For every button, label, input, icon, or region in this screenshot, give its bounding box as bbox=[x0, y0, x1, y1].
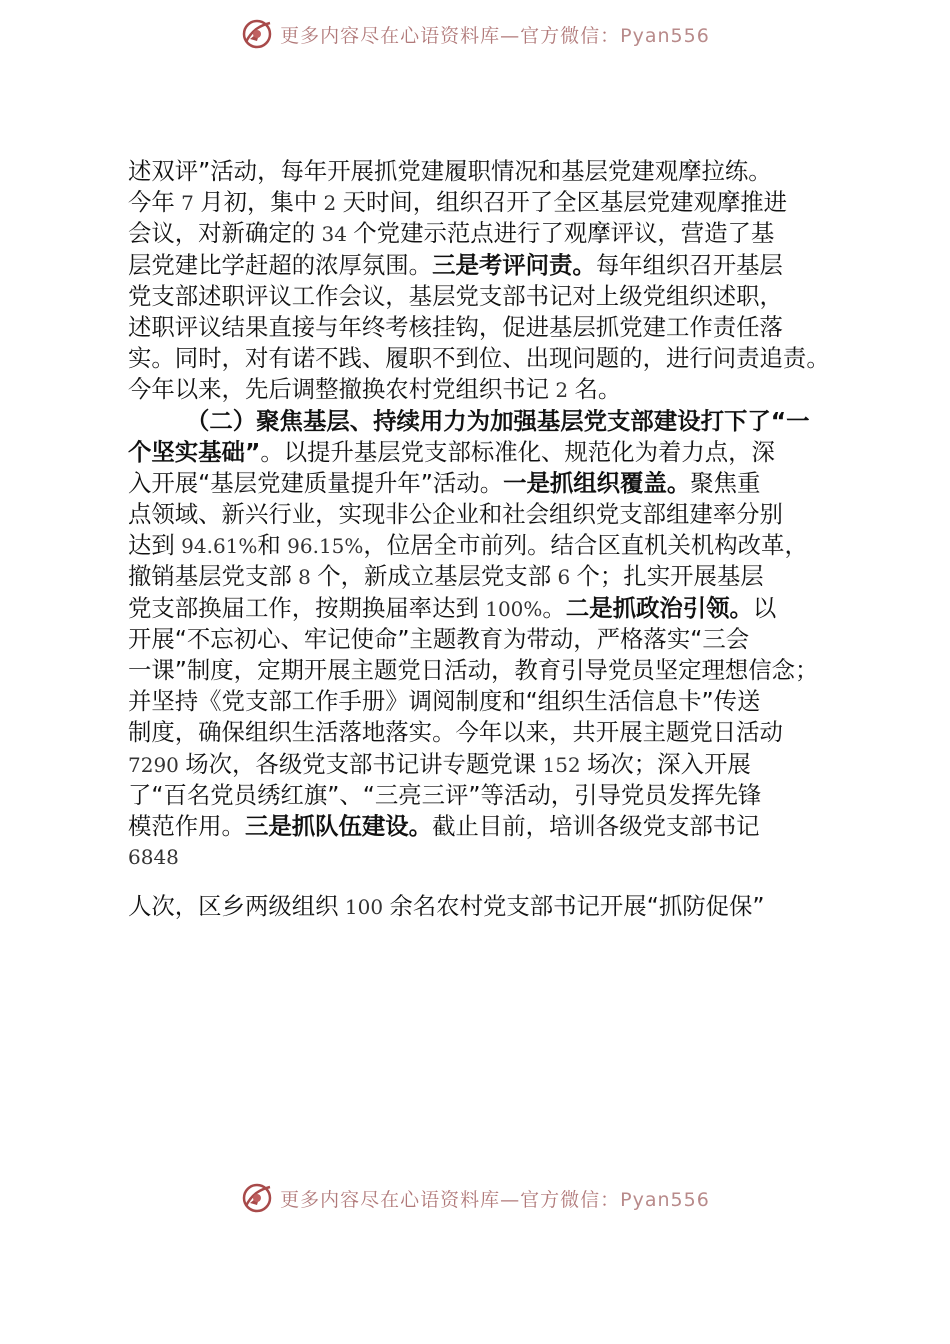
text-run: 余名农村党支部书记开展“抓防促保” bbox=[389, 892, 765, 921]
document-body bbox=[128, 156, 858, 923]
text-run: 模范作用。 bbox=[128, 811, 245, 840]
banner-wechat-id: Pyan556 bbox=[620, 24, 710, 47]
number-run: 94.61% bbox=[174, 534, 258, 559]
text-run: 。以提升基层党支部标准化、规范化为着力点，深 bbox=[260, 437, 775, 466]
brand-logo-icon bbox=[240, 17, 274, 51]
text-run: 今年以来，先后调整撤换农村党组织书记 bbox=[128, 375, 550, 404]
text-line bbox=[128, 655, 858, 686]
text-line bbox=[128, 686, 858, 717]
text-run: 点领域、新兴行业，实现非公企业和社会组织党支部组建率分别 bbox=[128, 500, 783, 529]
number-run: 100 bbox=[338, 895, 390, 920]
number-run: 8 bbox=[291, 565, 318, 590]
text-run: 今年 bbox=[128, 188, 175, 217]
text-run: 开展“不忘初心、牢记使命”主题教育为带动，严格落实“三会 bbox=[128, 624, 750, 653]
text-line bbox=[128, 593, 858, 624]
text-run: 一课”制度，定期开展主题党日活动，教育引导党员坚定理想信念； bbox=[128, 656, 819, 684]
text-run: 述双评”活动，每年开展抓党建履职情况和基层党建观摩拉练。 bbox=[128, 157, 772, 185]
text-run: 个党建示范点进行了观摩评议，营造了基 bbox=[353, 219, 775, 248]
text-line bbox=[128, 811, 858, 842]
text-run: 截止目前，培训各级党支部书记 bbox=[432, 811, 760, 840]
text-run: 名。 bbox=[574, 375, 622, 404]
brand-logo-icon bbox=[240, 1181, 274, 1215]
text-line bbox=[128, 624, 858, 655]
text-run: 了“百名党员绣红旗”、“三亮三评”等活动，引导党员发挥先锋 bbox=[128, 780, 762, 809]
number-run: 7290 bbox=[128, 752, 186, 777]
text-line bbox=[128, 749, 858, 780]
section-heading bbox=[128, 406, 858, 437]
text-run: 聚焦重 bbox=[690, 468, 761, 497]
number-run: 7 bbox=[174, 191, 201, 216]
banner-text bbox=[280, 21, 710, 48]
text-line bbox=[128, 561, 858, 592]
text-run: 党支部述职评议工作会议，基层党支部书记对上级党组织述职， bbox=[128, 281, 783, 310]
text-line bbox=[128, 717, 858, 748]
banner-text bbox=[280, 1185, 710, 1212]
banner-slogan: 更多内容尽在心语资料库—官方微信： bbox=[280, 24, 621, 47]
number-run: 152 bbox=[536, 752, 588, 777]
number-run: 6848 bbox=[128, 845, 179, 870]
text-line bbox=[128, 468, 858, 499]
header-banner bbox=[0, 14, 950, 54]
text-run: 个；扎实开展基层 bbox=[576, 562, 764, 591]
text-line bbox=[128, 156, 858, 187]
text-line bbox=[128, 842, 858, 873]
footer-banner bbox=[0, 1178, 950, 1218]
text-line bbox=[128, 281, 858, 312]
bold-heading-run: 一是抓组织覆盖。 bbox=[503, 468, 691, 497]
text-line bbox=[128, 499, 858, 530]
bold-heading-run: 三是抓队伍建设。 bbox=[244, 811, 433, 840]
text-line bbox=[128, 891, 858, 922]
text-line bbox=[128, 437, 858, 468]
line-gap bbox=[128, 873, 858, 891]
bold-heading-run: 个坚实基础” bbox=[128, 437, 261, 466]
number-run: 34 bbox=[315, 222, 354, 247]
text-run: 制度，确保组织生活落地落实。今年以来，共开展主题党日活动 bbox=[128, 718, 783, 747]
text-run: 党支部换届工作，按期换届率达到 bbox=[128, 593, 479, 622]
text-line bbox=[128, 780, 858, 811]
text-run: 场次；深入开展 bbox=[587, 749, 751, 778]
text-line bbox=[128, 374, 858, 405]
text-line bbox=[128, 187, 858, 218]
number-run: 96.15% bbox=[280, 534, 364, 559]
banner-slogan: 更多内容尽在心语资料库—官方微信： bbox=[280, 1188, 621, 1211]
text-run: 以 bbox=[752, 593, 777, 622]
text-line bbox=[128, 530, 858, 561]
number-run: 6 bbox=[551, 565, 577, 590]
text-run: ，位居全市前列。结合区直机关机构改革， bbox=[363, 531, 808, 560]
text-run: 天时间，组织召开了全区基层党建观摩推进 bbox=[342, 188, 788, 217]
number-run: 2 bbox=[317, 191, 343, 216]
text-run: 月初，集中 bbox=[200, 188, 318, 217]
text-run: 层党建比学赶超的浓厚氛围。 bbox=[128, 250, 433, 279]
number-run: 2 bbox=[549, 378, 575, 403]
bold-heading-run: 二是抓政治引领。 bbox=[565, 593, 753, 622]
text-run: 场次，各级党支部书记讲专题党课 bbox=[185, 749, 537, 778]
text-run: 人次，区乡两级组织 bbox=[128, 892, 339, 921]
text-line bbox=[128, 312, 858, 343]
text-run: 实。同时，对有诺不践、履职不到位、出现问题的，进行问责追责。 bbox=[128, 344, 830, 373]
text-run: 会议，对新确定的 bbox=[128, 219, 316, 248]
text-run: 。 bbox=[542, 593, 566, 622]
text-run: 个，新成立基层党支部 bbox=[317, 562, 552, 591]
text-run: 每年组织召开基层 bbox=[595, 250, 783, 279]
text-run: 达到 bbox=[128, 531, 175, 560]
text-run: 和 bbox=[257, 531, 281, 560]
text-run: 述职评议结果直接与年终考核挂钩，促进基层抓党建工作责任落 bbox=[128, 312, 783, 341]
bold-heading-run: 三是考评问责。 bbox=[432, 250, 596, 279]
text-run: （二）聚焦基层、持续用力为加强基层党支部建设打下了“一 bbox=[186, 406, 810, 435]
number-run: 100% bbox=[478, 596, 543, 621]
banner-wechat-id: Pyan556 bbox=[620, 1188, 710, 1211]
text-line bbox=[128, 218, 858, 249]
text-run: 并坚持《党支部工作手册》调阅制度和“组织生活信息卡”传送 bbox=[128, 687, 761, 716]
text-run: 入开展“基层党建质量提升年”活动。 bbox=[128, 468, 504, 497]
text-run: 撤销基层党支部 bbox=[128, 562, 292, 591]
text-line bbox=[128, 250, 858, 281]
text-line bbox=[128, 343, 858, 374]
